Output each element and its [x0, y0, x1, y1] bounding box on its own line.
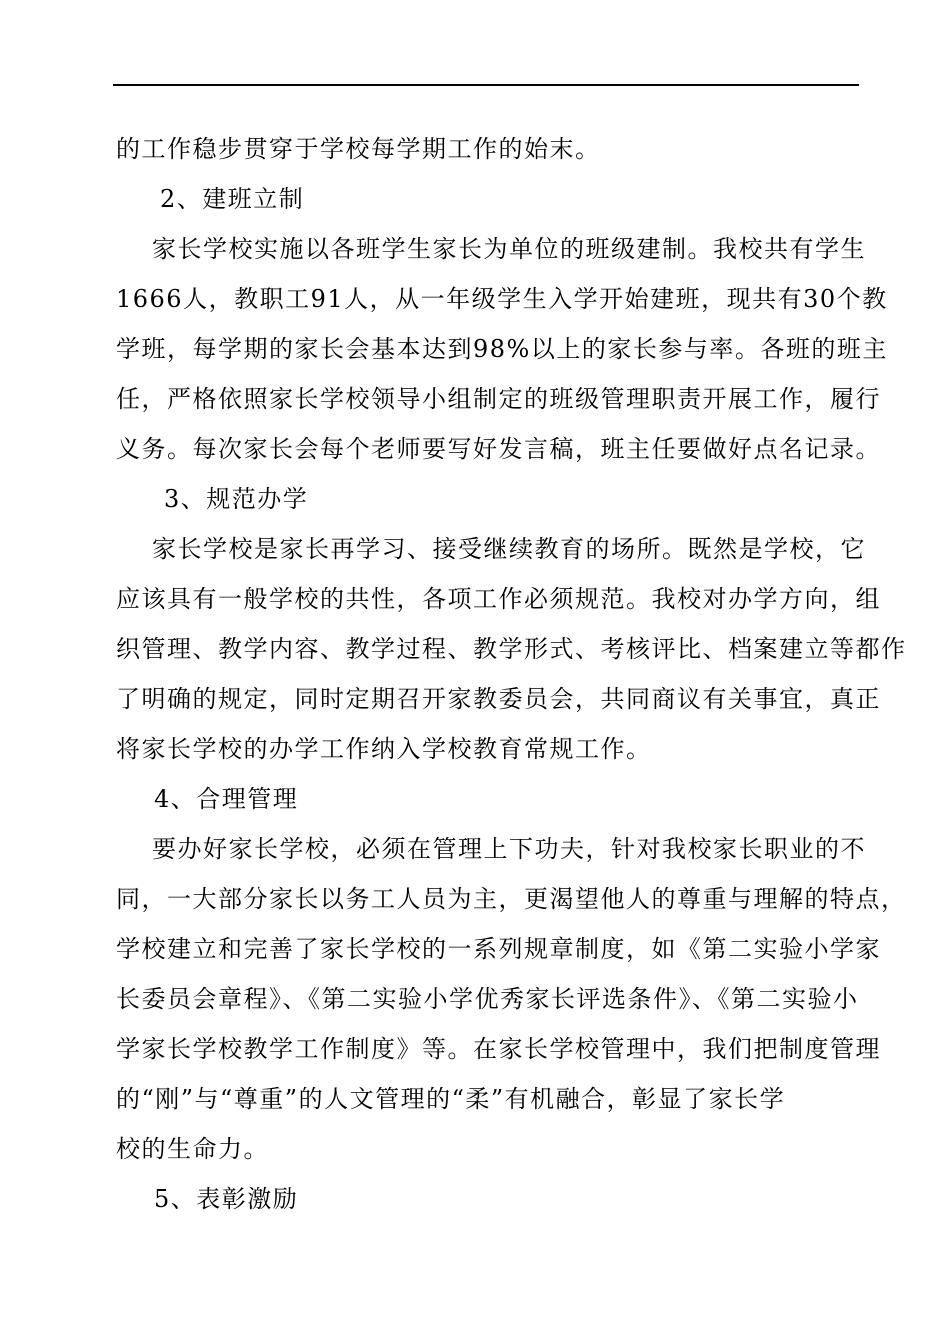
text-line: 应该具有一般学校的共性，各项工作必须规范。我校对办学方向，组 — [116, 585, 881, 613]
text-line: 了明确的规定，同时定期召开家教委员会，共同商议有关事宜，真正 — [116, 685, 881, 713]
text-line: 学班，每学期的家长会基本达到98%以上的家长参与率。各班的班主 — [116, 335, 888, 363]
text-line: 将家长学校的办学工作纳入学校教育常规工作。 — [116, 735, 652, 763]
section-heading: 5、表彰激励 — [154, 1185, 299, 1213]
text-line: 的“刚”与“尊重”的人文管理的“柔”有机融合，彰显了家长学 — [116, 1085, 786, 1113]
text-line: 校的生命力。 — [116, 1135, 269, 1163]
text-line: 1666人，教职工91人，从一年级学生入学开始建班，现共有30个教 — [116, 285, 888, 313]
text-line: 要办好家长学校，必须在管理上下功夫，针对我校家长职业的不 — [152, 835, 866, 863]
section-heading: 2、建班立制 — [160, 185, 305, 213]
text-line: 义务。每次家长会每个老师要写好发言稿，班主任要做好点名记录。 — [116, 435, 881, 463]
text-line: 学校建立和完善了家长学校的一系列规章制度，如《第二实验小学家 — [116, 935, 881, 963]
header-rule — [113, 84, 859, 86]
text-line: 的工作稳步贯穿于学校每学期工作的始末。 — [116, 135, 601, 163]
text-line: 织管理、教学内容、教学过程、教学形式、考核评比、档案建立等都作 — [116, 635, 907, 663]
section-heading: 4、合理管理 — [154, 785, 299, 813]
text-line: 同，一大部分家长以务工人员为主，更渴望他人的尊重与理解的特点， — [116, 885, 907, 913]
text-line: 任，严格依照家长学校领导小组制定的班级管理职责开展工作，履行 — [116, 385, 881, 413]
text-line: 家长学校是家长再学习、接受继续教育的场所。既然是学校，它 — [152, 535, 866, 563]
text-line: 长委员会章程》、《第二实验小学优秀家长评选条件》、《第二实验小 — [116, 985, 859, 1013]
text-line: 学家长学校教学工作制度》等。在家长学校管理中，我们把制度管理 — [116, 1035, 881, 1063]
text-line: 家长学校实施以各班学生家长为单位的班级建制。我校共有学生 — [152, 235, 866, 263]
section-heading: 3、规范办学 — [164, 485, 309, 513]
